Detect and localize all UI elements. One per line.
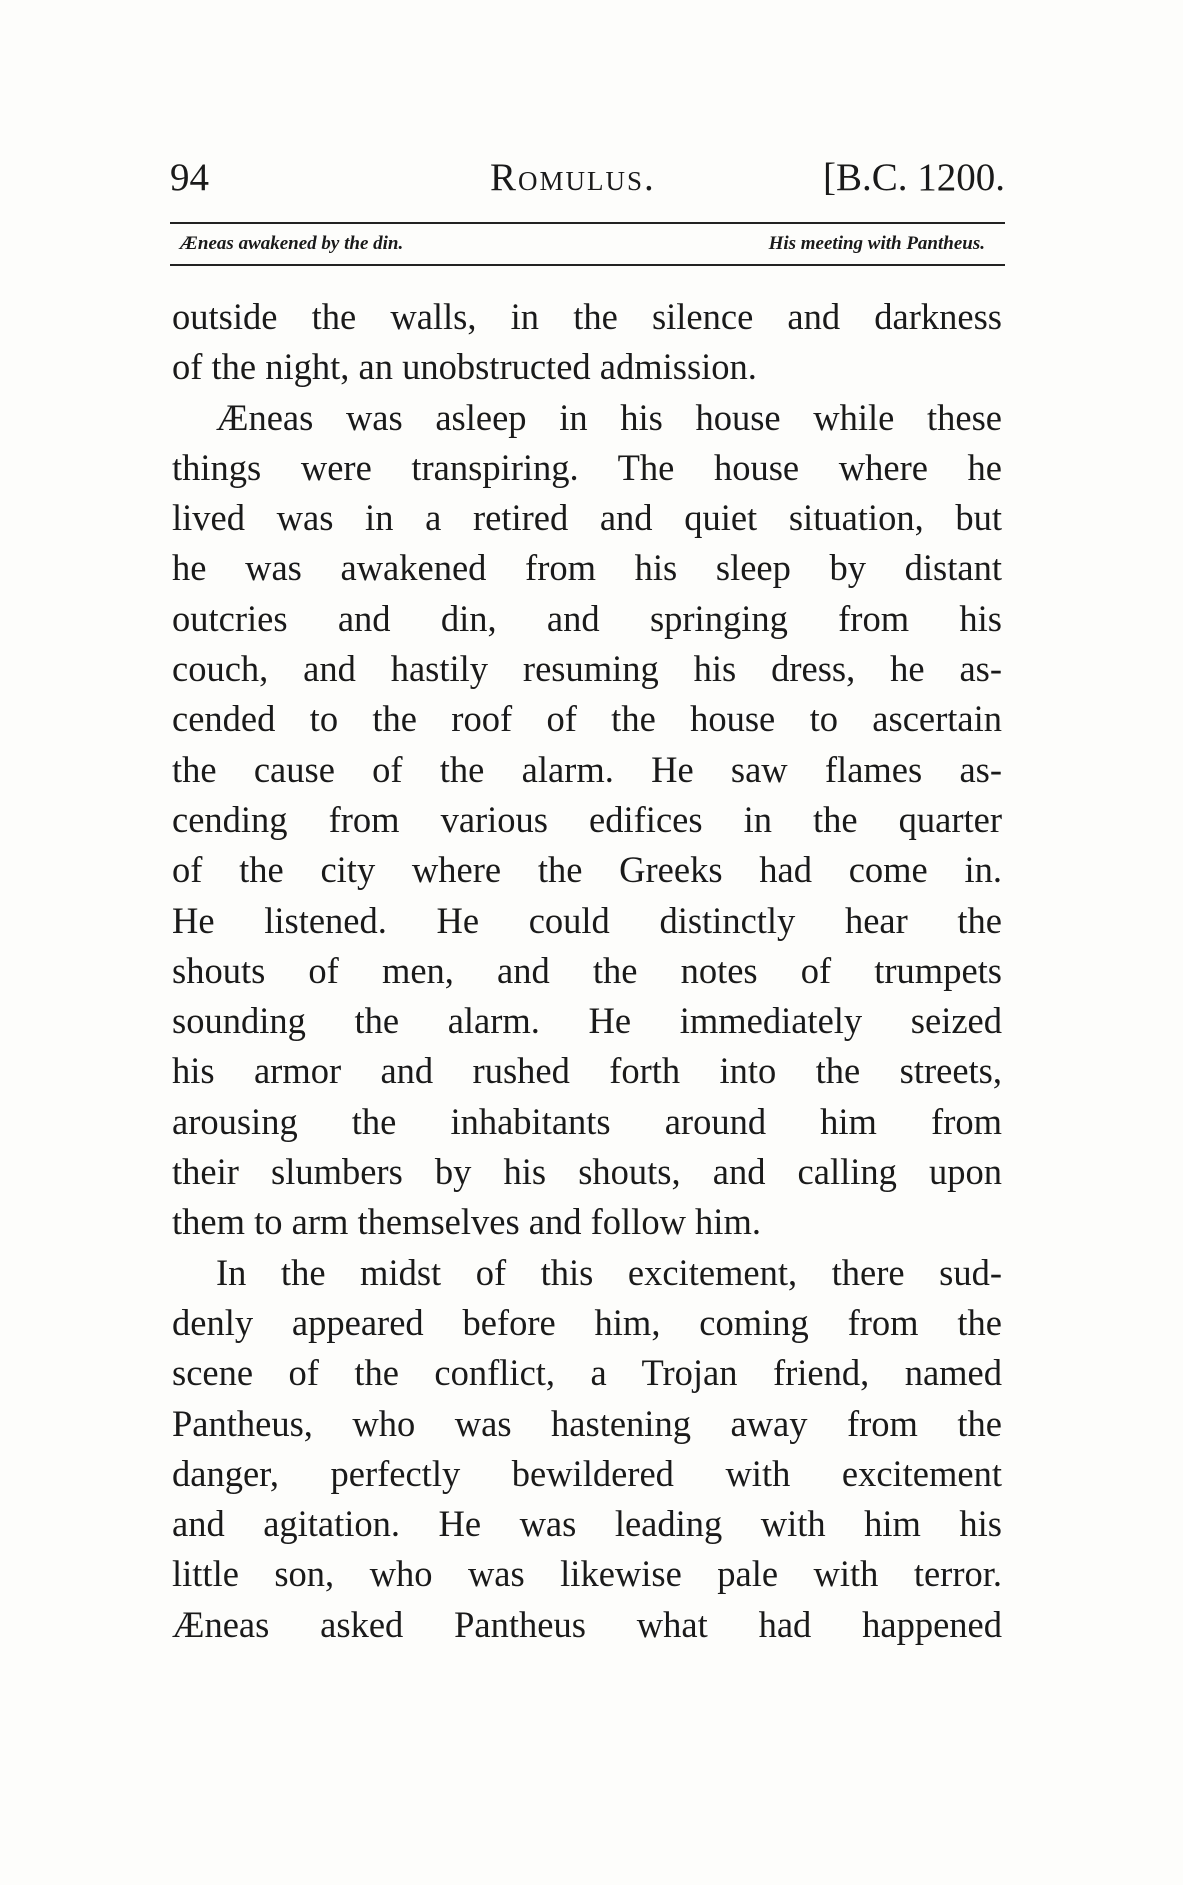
text-line: Pantheus, who was hastening away from the <box>172 1402 1002 1444</box>
text-line: Æneas asked Pantheus what had happened <box>172 1603 1002 1645</box>
paragraph <box>172 393 1002 1248</box>
subheading-left: Æneas awakened by the din. <box>180 233 404 254</box>
section-subheading <box>170 222 1005 266</box>
body-text <box>172 292 1002 1650</box>
running-title: Romulus. <box>490 156 656 199</box>
text-line: He listened. He could distinctly hear the <box>172 899 1002 941</box>
page-header <box>170 155 1005 205</box>
text-line: outcries and din, and springing from his <box>172 597 1002 639</box>
text-line: arousing the inhabitants around him from <box>172 1100 1002 1142</box>
text-line: denly appeared before him, coming from the <box>172 1301 1002 1343</box>
text-line: little son, who was likewise pale with terror. <box>172 1553 1002 1595</box>
page-number: 94 <box>170 156 209 199</box>
text-line: shouts of men, and the notes of trumpets <box>172 949 1002 991</box>
text-line: sounding the alarm. He immediately seized <box>172 1000 1002 1042</box>
text-line: lived was in a retired and quiet situation, but <box>172 497 1002 539</box>
text-line: scene of the conflict, a Trojan friend, named <box>172 1352 1002 1394</box>
text-line: he was awakened from his sleep by distant <box>172 547 1002 589</box>
text-line: of the city where the Greeks had come in. <box>172 849 1002 891</box>
text-line: outside the walls, in the silence and darkness <box>172 296 1002 337</box>
paragraph <box>172 1248 1002 1650</box>
paragraph <box>172 292 1002 393</box>
text-line: the cause of the alarm. He saw flames as- <box>172 748 1002 790</box>
text-line: In the midst of this excitement, there sud- <box>216 1251 1002 1293</box>
text-line: and agitation. He was leading with him his <box>172 1503 1002 1545</box>
text-line: Æneas was asleep in his house while these <box>216 396 1002 438</box>
text-line: danger, perfectly bewildered with excitement <box>172 1452 1002 1494</box>
text-line: of the night, an unobstructed admission. <box>172 346 757 388</box>
subheading-right: His meeting with Pantheus. <box>768 233 985 254</box>
text-line: cended to the roof of the house to ascertain <box>172 698 1002 740</box>
text-line: couch, and hastily resuming his dress, he as- <box>172 648 1002 690</box>
text-line: them to arm themselves and follow him. <box>172 1201 761 1243</box>
text-line: his armor and rushed forth into the streets, <box>172 1050 1002 1092</box>
date-label: [B.C. 1200. <box>822 156 1005 199</box>
text-line: cending from various edifices in the quarter <box>172 798 1002 840</box>
text-line: things were transpiring. The house where he <box>172 446 1002 488</box>
text-line: their slumbers by his shouts, and calling upon <box>172 1151 1002 1193</box>
